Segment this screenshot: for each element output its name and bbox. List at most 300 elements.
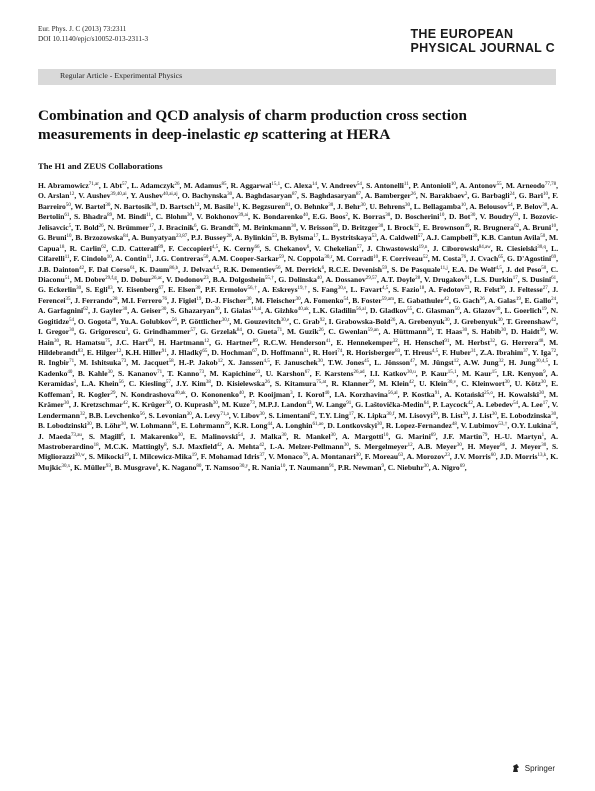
author-affiliation[interactable]: 30,e [280, 317, 290, 323]
author-affiliation[interactable]: 56 [118, 380, 124, 386]
author-affiliation[interactable]: 30,r [324, 255, 333, 261]
author-affiliation[interactable]: 54 [343, 296, 349, 302]
author-affiliation[interactable]: 63 [398, 453, 404, 459]
author-affiliation[interactable]: 30 [539, 328, 545, 334]
author-affiliation[interactable]: 54 [513, 401, 519, 407]
author-affiliation[interactable]: 10 [450, 182, 456, 187]
author-affiliation[interactable]: 44 [267, 422, 273, 428]
author-affiliation[interactable]: 30 [195, 286, 201, 292]
author-affiliation[interactable]: 71 [277, 328, 283, 334]
author-affiliation[interactable]: 50 [454, 307, 460, 313]
author-affiliation[interactable]: 26,ad [353, 369, 365, 375]
author-affiliation[interactable]: 60 [147, 338, 153, 344]
author-affiliation[interactable]: 89 [107, 213, 113, 219]
author-affiliation[interactable]: 55 [496, 182, 502, 187]
author-affiliation[interactable]: 56 [171, 317, 177, 323]
author-affiliation[interactable]: 87 [356, 192, 362, 198]
author-affiliation[interactable]: 10 [439, 213, 445, 219]
author-affiliation[interactable]: 17 [149, 223, 155, 229]
author-affiliation[interactable]: 11,j [440, 265, 448, 271]
author-affiliation[interactable]: 11 [403, 182, 409, 187]
author-affiliation[interactable]: 71,ar [88, 182, 99, 187]
author-affiliation[interactable]: 61 [64, 213, 70, 219]
author-affiliation[interactable]: 50 [203, 255, 209, 261]
author-affiliation[interactable]: 30 [491, 411, 497, 417]
author-affiliation[interactable]: 73 [199, 369, 205, 375]
author-affiliation[interactable]: 12 [407, 442, 413, 448]
author-affiliation[interactable]: 83 [395, 349, 401, 354]
author-affiliation[interactable]: 23,87 [175, 234, 188, 240]
author-affiliation[interactable]: 11 [64, 255, 70, 261]
author-affiliation[interactable]: 91 [464, 275, 470, 281]
author-affiliation[interactable]: 84 [236, 328, 242, 334]
author-affiliation[interactable]: 10 [373, 255, 379, 261]
author-affiliation[interactable]: 3 [70, 390, 73, 396]
author-affiliation[interactable]: 6 [194, 223, 197, 229]
author-affiliation[interactable]: 16,al [251, 307, 262, 313]
author-affiliation[interactable]: 30 [63, 401, 69, 407]
author-affiliation[interactable]: 40,ak [297, 307, 309, 313]
author-affiliation[interactable]: 91 [329, 463, 335, 469]
author-affiliation[interactable]: 30 [541, 442, 547, 448]
author-affiliation[interactable]: 2 [464, 192, 468, 198]
doi-link[interactable]: DOI 10.1140/epjc/s10052-013-2311-3 [38, 35, 149, 43]
author-affiliation[interactable]: 72 [551, 349, 557, 354]
author-affiliation[interactable]: 9 [543, 369, 546, 375]
author-affiliation[interactable]: 51 [303, 349, 309, 354]
author-affiliation[interactable]: 85 [221, 182, 227, 187]
author-affiliation[interactable]: 57 [122, 182, 128, 187]
author-affiliation[interactable]: 42 [216, 442, 222, 448]
author-affiliation[interactable]: 61 [551, 275, 557, 281]
author-affiliation[interactable]: 19 [541, 307, 547, 313]
author-affiliation[interactable]: 93 [105, 463, 111, 469]
author-affiliation[interactable]: 40 [302, 213, 308, 219]
author-affiliation[interactable]: 30 [291, 223, 297, 229]
author-affiliation[interactable]: 30 [456, 442, 462, 448]
author-affiliation[interactable]: 31 [471, 349, 476, 354]
author-affiliation[interactable]: 12 [69, 192, 75, 198]
author-affiliation[interactable]: 29 [110, 390, 116, 396]
author-affiliation[interactable]: 17 [512, 275, 518, 281]
author-affiliation[interactable]: 53,† [498, 422, 508, 428]
author-affiliation[interactable]: 17 [542, 401, 548, 407]
author-affiliation[interactable]: 6 [155, 463, 159, 469]
author-affiliation[interactable]: 14 [312, 182, 318, 187]
author-affiliation[interactable]: 28 [415, 275, 421, 281]
author-affiliation[interactable]: 69 [430, 432, 436, 438]
author-affiliation[interactable]: 30 [343, 442, 349, 448]
author-affiliation[interactable]: 4,5 [212, 265, 220, 271]
author-affiliation[interactable]: 69 [459, 463, 465, 469]
author-affiliation[interactable]: 2 [345, 213, 348, 219]
author-affiliation[interactable]: 30 [470, 213, 476, 219]
author-affiliation[interactable]: 53 [271, 234, 277, 240]
author-affiliation[interactable]: 30,u [407, 369, 416, 375]
author-affiliation[interactable]: 30,4,5 [535, 359, 549, 365]
author-affiliation[interactable]: 89 [252, 338, 258, 344]
author-affiliation[interactable]: 89 [158, 244, 164, 250]
author-affiliation[interactable]: 15,1 [271, 182, 281, 187]
author-affiliation[interactable]: 30 [281, 432, 287, 438]
author-affiliation[interactable]: 24 [551, 296, 557, 302]
author-affiliation[interactable]: 18 [419, 286, 425, 292]
author-affiliation[interactable]: 6 [306, 244, 310, 250]
author-affiliation[interactable]: 64 [423, 401, 429, 407]
author-affiliation[interactable]: 40,ak [174, 390, 186, 396]
author-affiliation[interactable]: 15,1 [447, 369, 457, 375]
author-affiliation[interactable]: 30 [76, 286, 82, 292]
author-affiliation[interactable]: 56,al [356, 307, 366, 313]
author-affiliation[interactable]: 81 [285, 202, 291, 208]
author-affiliation[interactable]: 63 [513, 213, 519, 219]
author-affiliation[interactable]: 92 [319, 317, 325, 323]
author-affiliation[interactable]: 42 [551, 317, 557, 323]
author-affiliation[interactable]: 30 [360, 202, 366, 208]
author-affiliation[interactable]: 26 [174, 182, 180, 187]
author-affiliation[interactable]: 12 [116, 349, 122, 354]
author-affiliation[interactable]: 9 [381, 463, 384, 469]
author-affiliation[interactable]: 30 [317, 359, 323, 365]
author-affiliation[interactable]: 5 [68, 223, 72, 229]
author-affiliation[interactable]: 30 [165, 401, 171, 407]
author-affiliation[interactable]: 25,o [484, 390, 493, 396]
author-affiliation[interactable]: 86,b [169, 265, 179, 271]
author-affiliation[interactable]: 58 [332, 223, 338, 229]
author-affiliation[interactable]: 30 [69, 328, 75, 334]
author-affiliation[interactable]: 59 [381, 265, 387, 271]
author-affiliation[interactable]: 57 [417, 234, 423, 240]
author-affiliation[interactable]: 11 [233, 202, 239, 208]
author-affiliation[interactable]: 65 [202, 349, 208, 354]
author-affiliation[interactable]: 62 [310, 411, 316, 417]
author-affiliation[interactable]: 23 [255, 369, 261, 375]
author-affiliation[interactable]: 50 [65, 202, 71, 208]
author-affiliation[interactable]: 30 [151, 202, 157, 208]
author-affiliation[interactable]: 30 [462, 328, 468, 334]
author-affiliation[interactable]: 48 [451, 422, 457, 428]
author-affiliation[interactable]: 10 [66, 234, 72, 240]
author-affiliation[interactable]: 41 [325, 338, 331, 344]
author-affiliation[interactable]: 35 [65, 296, 71, 302]
author-affiliation[interactable]: 56 [275, 265, 281, 271]
author-affiliation[interactable]: 29 [368, 380, 374, 386]
author-affiliation[interactable]: 30 [495, 307, 501, 313]
author-affiliation[interactable]: 55 [407, 307, 413, 313]
author-affiliation[interactable]: 11 [146, 213, 151, 219]
author-affiliation[interactable]: 91 [444, 338, 450, 344]
author-affiliation[interactable]: 65 [498, 255, 504, 261]
author-affiliation[interactable]: 37 [259, 453, 265, 459]
author-affiliation[interactable]: 42 [122, 401, 128, 407]
author-affiliation[interactable]: 30 [122, 307, 128, 313]
author-affiliation[interactable]: 27 [542, 286, 548, 292]
author-affiliation[interactable]: 30,t [221, 317, 230, 323]
author-affiliation[interactable]: 26 [98, 223, 104, 229]
author-affiliation[interactable]: 83 [107, 286, 113, 292]
author-affiliation[interactable]: 10 [106, 255, 112, 261]
author-affiliation[interactable]: 40 [111, 317, 117, 323]
author-affiliation[interactable]: 30 [177, 432, 183, 438]
author-affiliation[interactable]: 30 [497, 317, 503, 323]
author-affiliation[interactable]: 30 [233, 223, 239, 229]
author-affiliation[interactable]: 4,5 [263, 359, 270, 365]
author-affiliation[interactable]: 30 [501, 328, 507, 334]
author-affiliation[interactable]: 10 [460, 202, 466, 208]
author-affiliation[interactable]: 30 [212, 401, 218, 407]
author-affiliation[interactable]: 69 [551, 255, 557, 261]
author-affiliation[interactable]: 12 [413, 223, 419, 229]
author-affiliation[interactable]: 30 [423, 463, 429, 469]
author-affiliation[interactable]: 62 [514, 223, 520, 229]
author-affiliation[interactable]: 1 [541, 432, 545, 438]
author-affiliation[interactable]: 54 [356, 182, 362, 187]
author-affiliation[interactable]: 30 [551, 411, 557, 417]
author-affiliation[interactable]: 30 [472, 234, 478, 240]
author-affiliation[interactable]: 30 [385, 213, 391, 219]
author-affiliation[interactable]: 26,ac [151, 275, 163, 281]
author-affiliation[interactable]: 23 [444, 453, 450, 459]
author-affiliation[interactable]: 55,† [264, 275, 275, 281]
author-affiliation[interactable]: 26 [390, 317, 396, 323]
author-affiliation[interactable]: 51 [64, 275, 70, 281]
author-affiliation[interactable]: 77,78 [544, 182, 557, 187]
author-affiliation[interactable]: 30 [186, 411, 192, 417]
author-affiliation[interactable]: 30 [377, 422, 382, 428]
author-affiliation[interactable]: 19 [191, 453, 197, 459]
author-affiliation[interactable]: 39,40,ai [110, 192, 127, 198]
author-affiliation[interactable]: 45 [364, 359, 370, 365]
author-affiliation[interactable]: 86 [500, 442, 506, 448]
author-affiliation[interactable]: 30,f [386, 411, 395, 417]
author-affiliation[interactable]: 49 [464, 223, 470, 229]
author-affiliation[interactable]: 75 [105, 338, 111, 344]
author-affiliation[interactable]: 30 [246, 296, 252, 302]
author-affiliation[interactable]: 56,† [247, 286, 258, 292]
author-affiliation[interactable]: 54 [507, 202, 513, 208]
author-affiliation[interactable]: 3 [125, 328, 128, 334]
author-affiliation[interactable]: 30 [328, 202, 334, 208]
author-affiliation[interactable]: 54 [237, 432, 243, 438]
author-affiliation[interactable]: 30 [53, 338, 59, 344]
author-affiliation[interactable]: 32 [79, 411, 85, 417]
author-affiliation[interactable]: 32 [392, 338, 398, 344]
author-affiliation[interactable]: 84,aw [478, 244, 491, 250]
author-affiliation[interactable]: 30 [378, 223, 384, 229]
author-affiliation[interactable]: 30,v [447, 380, 457, 386]
author-affiliation[interactable]: 53 [464, 286, 470, 292]
author-affiliation[interactable]: 3 [290, 390, 293, 396]
author-affiliation[interactable]: 57 [190, 328, 196, 334]
author-affiliation[interactable]: 4,5 [211, 244, 219, 250]
author-affiliation[interactable]: 56 [139, 411, 145, 417]
author-affiliation[interactable]: 67 [252, 349, 258, 354]
author-affiliation[interactable]: 62 [83, 307, 89, 313]
author-affiliation[interactable]: 30 [504, 380, 510, 386]
author-affiliation[interactable]: 75,at [316, 380, 327, 386]
author-affiliation[interactable]: 50 [540, 234, 546, 240]
author-affiliation[interactable]: 42 [467, 401, 473, 407]
author-affiliation[interactable]: 61 [129, 265, 135, 271]
author-affiliation[interactable]: 76 [161, 296, 167, 302]
author-affiliation[interactable]: 30 [120, 422, 126, 428]
author-affiliation[interactable]: 30,x [61, 463, 71, 469]
author-affiliation[interactable]: 52 [422, 255, 428, 261]
author-affiliation[interactable]: 6 [120, 432, 124, 438]
author-affiliation[interactable]: 12 [194, 202, 200, 208]
author-affiliation[interactable]: 39,ai [238, 213, 249, 219]
author-affiliation[interactable]: 30 [542, 202, 548, 208]
author-affiliation[interactable]: 30 [426, 328, 432, 334]
author-affiliation[interactable]: 62 [101, 244, 107, 250]
author-affiliation[interactable]: 56,al [387, 390, 398, 396]
author-affiliation[interactable]: 42 [79, 265, 85, 271]
author-affiliation[interactable]: 80 [196, 463, 202, 469]
author-affiliation[interactable]: 26 [410, 192, 416, 198]
author-affiliation[interactable]: 47 [409, 359, 415, 365]
author-affiliation[interactable]: 42 [444, 296, 450, 302]
author-affiliation[interactable]: 13,k [537, 453, 547, 459]
author-affiliation[interactable]: 59 [278, 255, 284, 261]
author-affiliation[interactable]: 42 [259, 442, 265, 448]
author-affiliation[interactable]: 56 [551, 422, 557, 428]
author-affiliation[interactable]: 42 [408, 380, 414, 386]
author-affiliation[interactable]: 91 [171, 422, 177, 428]
author-affiliation[interactable]: 91 [434, 390, 440, 396]
author-affiliation[interactable]: 30 [462, 411, 468, 417]
author-affiliation[interactable]: 57 [165, 380, 171, 386]
author-affiliation[interactable]: 48 [538, 338, 544, 344]
author-affiliation[interactable]: 61,ao [312, 422, 324, 428]
author-affiliation[interactable]: 30,y [239, 463, 249, 469]
author-affiliation[interactable]: 79 [482, 432, 488, 438]
author-affiliation[interactable]: 73 [249, 401, 255, 407]
author-affiliation[interactable]: 30 [107, 369, 113, 375]
author-affiliation[interactable]: 59,am [381, 296, 395, 302]
author-affiliation[interactable]: 57 [356, 244, 362, 250]
author-affiliation[interactable]: 17 [348, 411, 354, 417]
author-affiliation[interactable]: 15 [491, 369, 497, 375]
author-affiliation[interactable]: 4,5 [495, 265, 502, 271]
author-affiliation[interactable]: 73 [121, 359, 127, 365]
author-affiliation[interactable]: 91 [346, 401, 352, 407]
author-affiliation[interactable]: 30 [432, 411, 438, 417]
author-affiliation[interactable]: 71 [69, 359, 75, 365]
author-affiliation[interactable]: 28 [226, 234, 232, 240]
author-affiliation[interactable]: 58 [168, 359, 174, 365]
author-affiliation[interactable]: 30 [227, 192, 233, 198]
author-affiliation[interactable]: 40 [316, 275, 322, 281]
author-affiliation[interactable]: 91 [161, 349, 167, 354]
author-affiliation[interactable]: 8 [164, 442, 167, 448]
author-affiliation[interactable]: 30 [86, 422, 92, 428]
author-affiliation[interactable]: 4,5 [381, 286, 389, 292]
author-affiliation[interactable]: 30 [499, 286, 505, 292]
author-affiliation[interactable]: 32 [498, 359, 504, 365]
author-affiliation[interactable]: 40 [238, 390, 244, 396]
author-affiliation[interactable]: 71 [157, 369, 163, 375]
author-affiliation[interactable]: 30 [405, 202, 411, 208]
author-affiliation[interactable]: 10 [551, 223, 557, 229]
author-affiliation[interactable]: 29,57 [365, 275, 378, 281]
author-affiliation[interactable]: 26 [318, 328, 324, 334]
author-affiliation[interactable]: 67 [304, 369, 310, 375]
author-affiliation[interactable]: 18 [93, 442, 99, 448]
author-affiliation[interactable]: 50 [541, 265, 547, 271]
author-affiliation[interactable]: 19 [515, 296, 521, 302]
author-affiliation[interactable]: 76 [461, 255, 467, 261]
author-affiliation[interactable]: 30 [187, 213, 193, 219]
author-affiliation[interactable]: 76 [302, 453, 308, 459]
author-affiliation[interactable]: 87 [291, 192, 297, 198]
author-affiliation[interactable]: 59,an [367, 328, 379, 334]
author-affiliation[interactable]: 26 [479, 296, 485, 302]
author-affiliation[interactable]: 53 [371, 234, 377, 240]
author-affiliation[interactable]: 10 [543, 192, 549, 198]
author-affiliation[interactable]: 19,n [418, 244, 428, 250]
author-affiliation[interactable]: 30 [444, 317, 450, 323]
author-affiliation[interactable]: 19,† [297, 286, 308, 292]
author-affiliation[interactable]: 30 [540, 380, 546, 386]
author-affiliation[interactable]: 38 [205, 380, 211, 386]
author-affiliation[interactable]: 67 [158, 286, 164, 292]
author-affiliation[interactable]: 11 [146, 255, 152, 261]
author-affiliation[interactable]: 3 [73, 380, 77, 386]
author-affiliation[interactable]: 12 [204, 338, 210, 344]
author-affiliation[interactable]: 54 [69, 317, 75, 323]
author-affiliation[interactable]: 19 [123, 453, 129, 459]
author-affiliation[interactable]: 12 [453, 359, 459, 365]
author-affiliation[interactable]: 83 [77, 349, 83, 354]
author-affiliation[interactable]: 10 [383, 432, 389, 438]
author-affiliation[interactable]: 73,au [70, 432, 82, 438]
author-affiliation[interactable]: 30 [259, 411, 265, 417]
author-affiliation[interactable]: 24 [509, 192, 515, 198]
author-affiliation[interactable]: 37 [523, 349, 529, 354]
author-affiliation[interactable]: 18 [59, 244, 65, 250]
author-affiliation[interactable]: 17 [313, 234, 319, 240]
author-affiliation[interactable]: 29,f,g [105, 275, 117, 281]
author-affiliation[interactable]: 29 [224, 422, 230, 428]
author-affiliation[interactable]: 84 [123, 234, 129, 240]
author-affiliation[interactable]: 66 [254, 244, 260, 250]
author-affiliation[interactable]: 74 [337, 349, 343, 354]
author-affiliation[interactable]: 40 [324, 390, 330, 396]
author-affiliation[interactable]: 30 [214, 307, 220, 313]
author-affiliation[interactable]: 32 [489, 338, 495, 344]
author-affiliation[interactable]: 43 [306, 401, 312, 407]
author-affiliation[interactable]: 19 [196, 296, 202, 302]
author-affiliation[interactable]: 60 [490, 453, 496, 459]
author-affiliation[interactable]: 26 [264, 380, 270, 386]
author-affiliation[interactable]: 40 [67, 369, 73, 375]
author-affiliation[interactable]: 30 [355, 453, 361, 459]
author-affiliation[interactable]: 28 [112, 296, 118, 302]
author-affiliation[interactable]: 30 [161, 307, 167, 313]
author-affiliation[interactable]: 10 [280, 463, 286, 469]
author-affiliation[interactable]: 30,q [537, 244, 546, 250]
author-affiliation[interactable]: 12 [217, 359, 223, 365]
author-affiliation[interactable]: 30,s [337, 286, 346, 292]
author-affiliation[interactable]: 30,w [74, 453, 85, 459]
author-affiliation[interactable]: 4,5 [431, 349, 439, 354]
author-affiliation[interactable]: 30 [105, 202, 111, 208]
author-affiliation[interactable]: 71,a [220, 411, 229, 417]
author-affiliation[interactable]: 30 [295, 296, 301, 302]
author-affiliation[interactable]: 30 [539, 390, 545, 396]
author-affiliation[interactable]: 23 [203, 275, 209, 281]
author-affiliation[interactable]: 30 [330, 432, 336, 438]
